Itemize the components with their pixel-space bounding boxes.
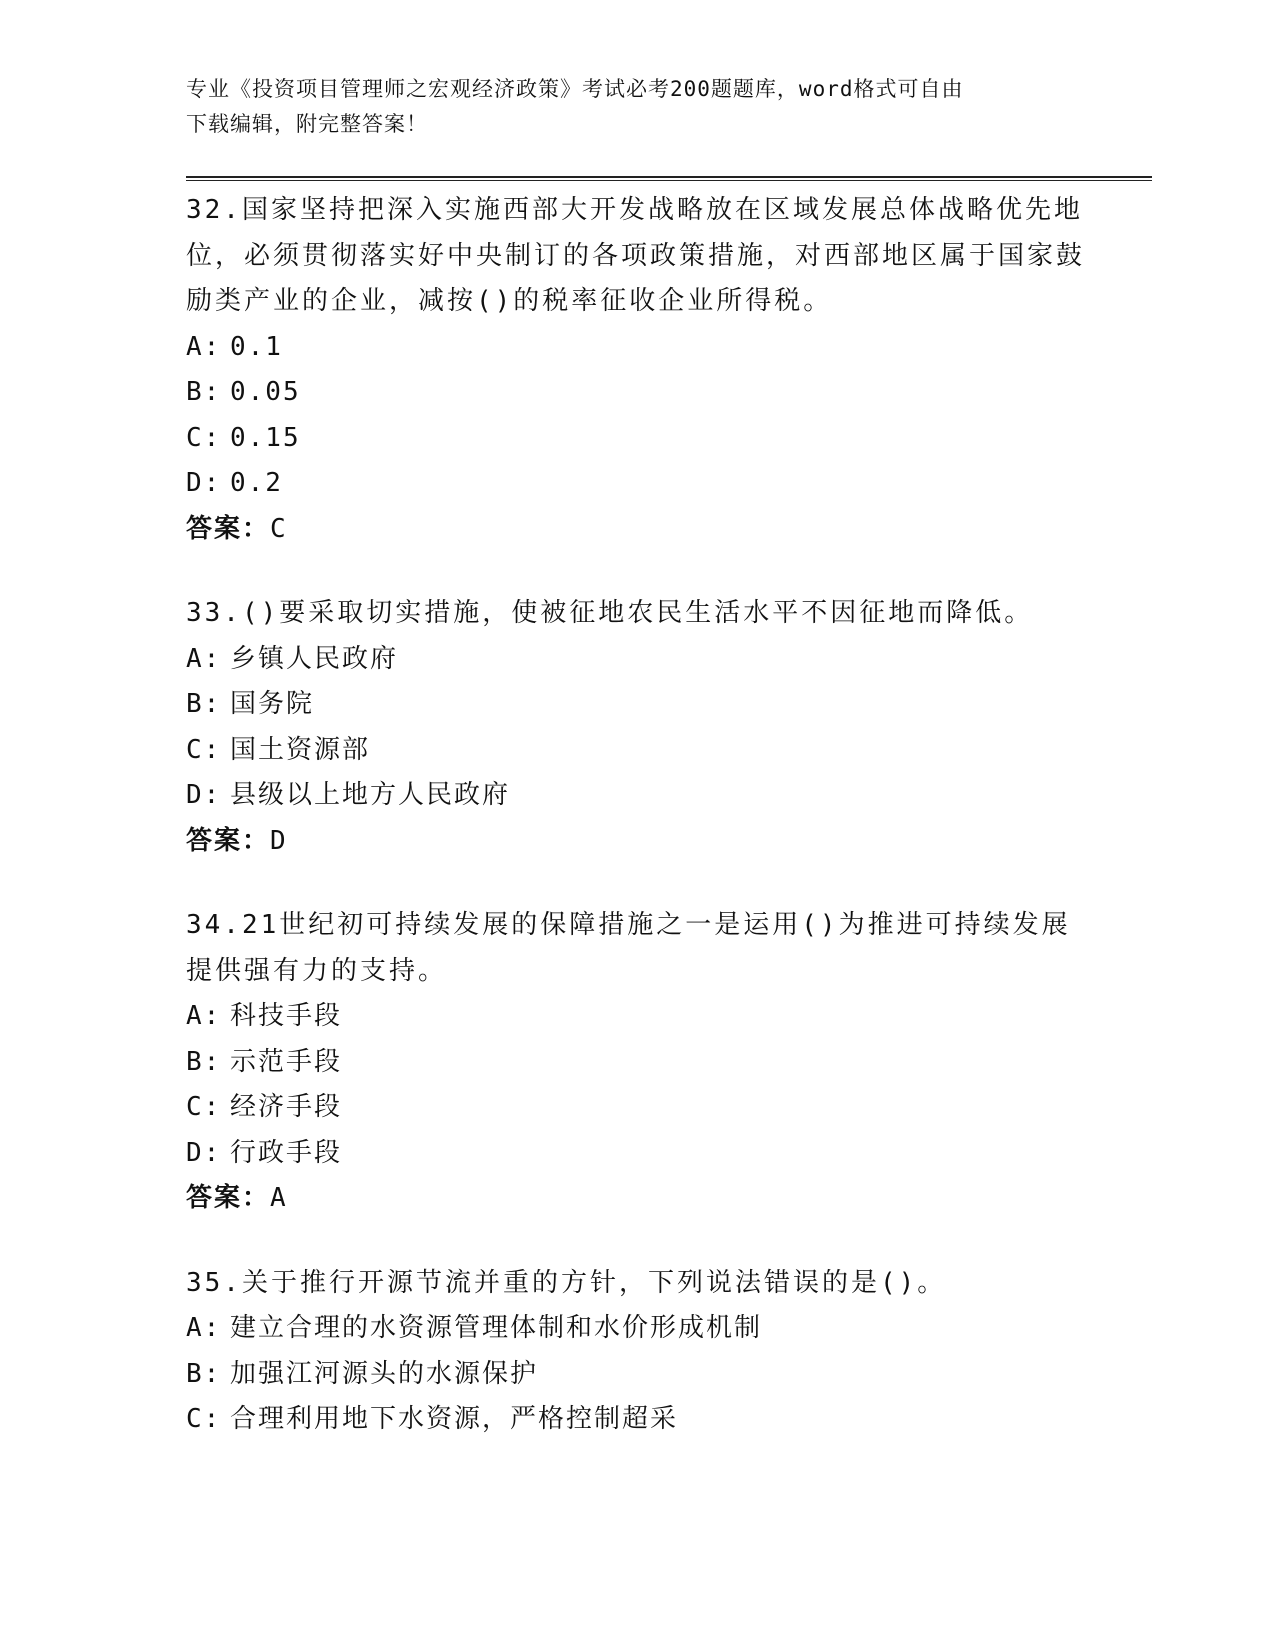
- question-32: [186, 188, 1086, 552]
- option-letter: C:: [186, 1404, 222, 1434]
- option-c: [186, 1085, 1086, 1131]
- option-letter: A:: [186, 1313, 222, 1343]
- option-b: [186, 370, 1086, 416]
- question-stem: 35.关于推行开源节流并重的方针，下列说法错误的是()。: [186, 1267, 947, 1298]
- option-letter: D:: [186, 780, 222, 810]
- option-letter: B:: [186, 1046, 222, 1077]
- option-b: [186, 1352, 1086, 1398]
- question-stem: 33.()要采取切实措施，使被征地农民生活水平不因征地而降低。: [186, 598, 1034, 628]
- document-header: [186, 72, 1086, 142]
- header-line-1: 专业《投资项目管理师之宏观经济政策》考试必考200题题库，word格式可自由: [186, 77, 964, 101]
- option-letter: C:: [186, 422, 222, 453]
- option-letter: A:: [186, 1001, 222, 1031]
- header-line-2: 下载编辑，附完整答案！: [186, 112, 428, 136]
- option-letter: C:: [186, 734, 222, 765]
- question-35: [186, 1261, 1086, 1443]
- option-a: [186, 1306, 1086, 1352]
- option-b: [186, 682, 1086, 728]
- option-d: [186, 1131, 1086, 1177]
- option-a: [186, 637, 1086, 683]
- option-d: [186, 461, 1086, 507]
- option-text: 科技手段: [230, 1001, 343, 1031]
- option-text: 经济手段: [230, 1092, 343, 1122]
- option-text: 0.2: [230, 468, 283, 498]
- option-text: 乡镇人民政府: [230, 643, 399, 674]
- option-a: [186, 325, 1086, 371]
- option-text: 0.1: [230, 331, 283, 362]
- option-c: [186, 1397, 1086, 1443]
- answer-label: 答案：: [186, 1183, 271, 1213]
- option-c: [186, 416, 1086, 462]
- question-stem: 34.21世纪初可持续发展的保障措施之一是运用()为推进可持续发展提供强有力的支持。: [186, 910, 1071, 986]
- option-text: 国务院: [230, 689, 315, 719]
- option-b: [186, 1040, 1086, 1086]
- option-text: 示范手段: [230, 1046, 343, 1077]
- option-text: 0.15: [230, 422, 301, 453]
- option-text: 国土资源部: [230, 734, 371, 765]
- option-d: [186, 773, 1086, 819]
- option-letter: A:: [186, 331, 222, 362]
- answer-line: [186, 819, 1086, 865]
- option-text: 县级以上地方人民政府: [230, 780, 511, 810]
- option-letter: A:: [186, 643, 222, 674]
- option-letter: D:: [186, 1137, 222, 1168]
- question-list: [186, 188, 1086, 1482]
- question-stem: 32.国家坚持把深入实施西部大开发战略放在区域发展总体战略优先地位，必须贯彻落实好中央制订的各项政策措施，对西部地区属于国家鼓励类产业的企业，减按()的税率征收企业所得税。: [186, 195, 1086, 316]
- answer-value: C: [270, 513, 288, 544]
- option-letter: C:: [186, 1092, 222, 1122]
- option-letter: B:: [186, 1358, 222, 1389]
- option-a: [186, 994, 1086, 1040]
- option-letter: B:: [186, 689, 222, 719]
- option-text: 加强江河源头的水源保护: [230, 1358, 539, 1389]
- option-text: 合理利用地下水资源，严格控制超采: [230, 1404, 679, 1434]
- answer-label: 答案：: [186, 513, 271, 544]
- answer-label: 答案：: [186, 825, 271, 856]
- option-text: 建立合理的水资源管理体制和水价形成机制: [230, 1313, 763, 1343]
- answer-line: [186, 507, 1086, 553]
- answer-value: A: [270, 1183, 288, 1213]
- answer-line: [186, 1176, 1086, 1222]
- option-text: 行政手段: [230, 1137, 343, 1168]
- option-c: [186, 728, 1086, 774]
- header-divider: [186, 176, 1152, 181]
- option-letter: B:: [186, 377, 222, 407]
- question-33: [186, 591, 1086, 864]
- answer-value: D: [270, 825, 288, 856]
- question-34: [186, 903, 1086, 1222]
- option-text: 0.05: [230, 377, 301, 407]
- option-letter: D:: [186, 468, 222, 498]
